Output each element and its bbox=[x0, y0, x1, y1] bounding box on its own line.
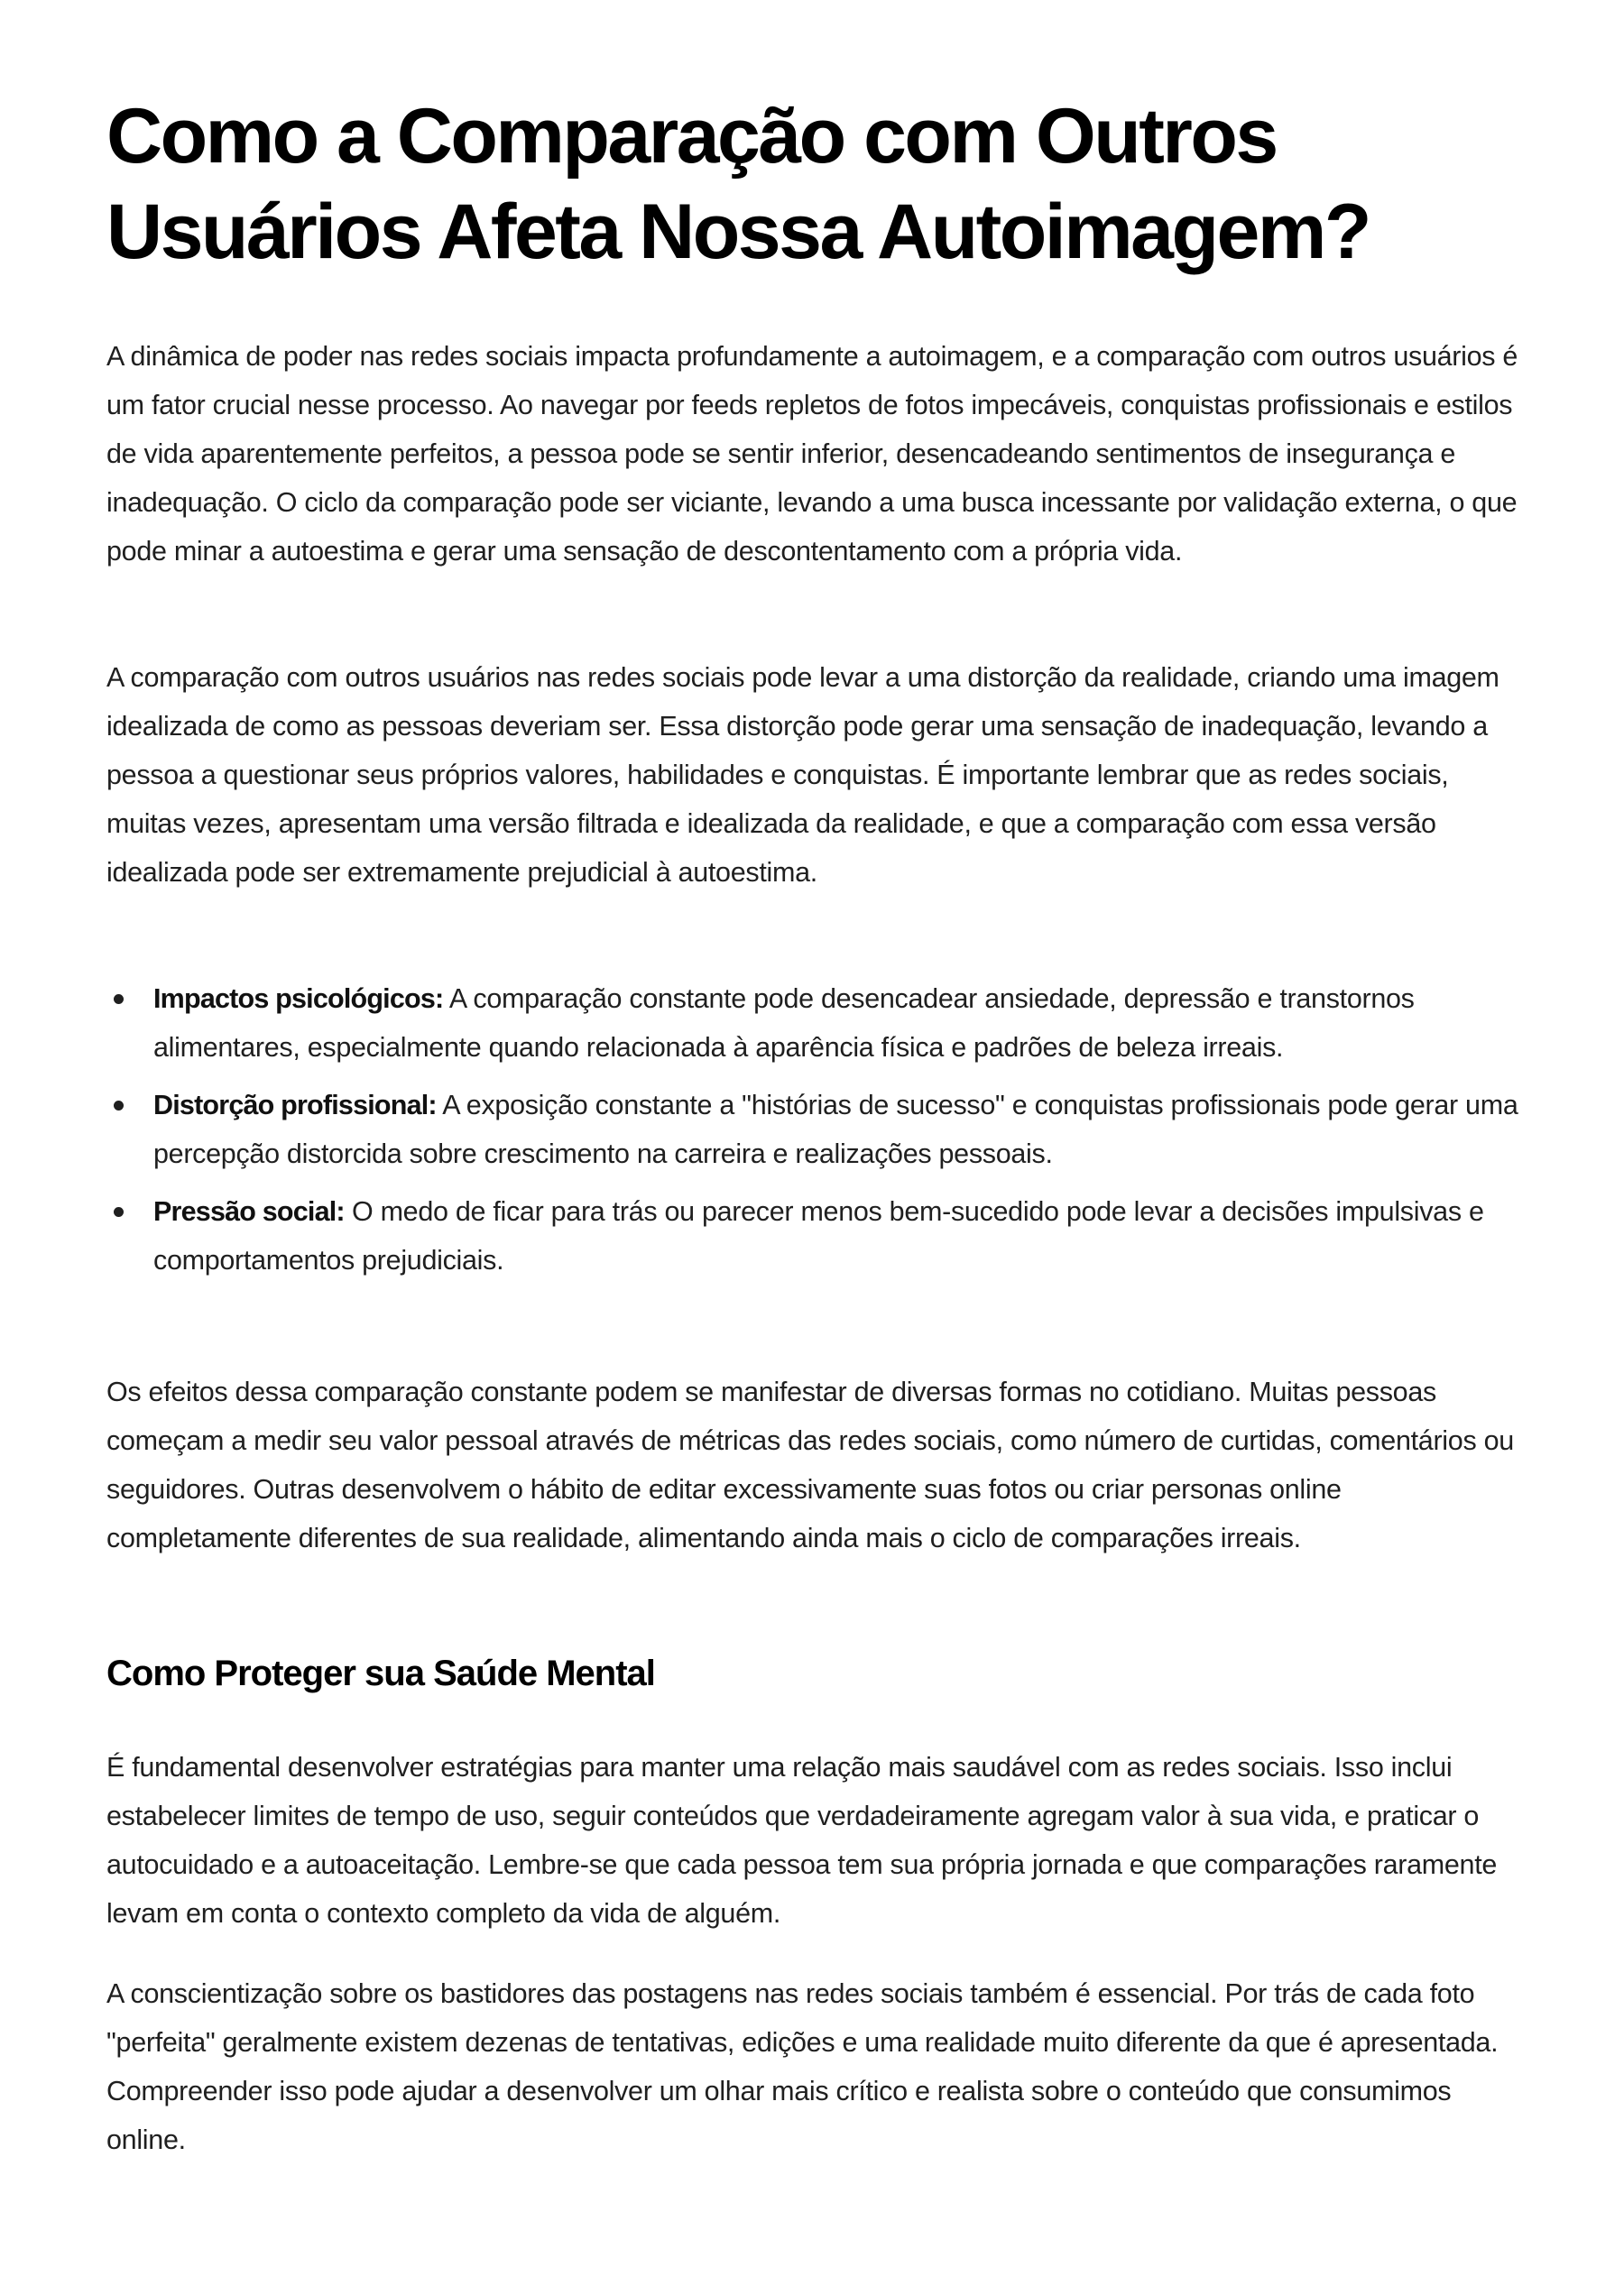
list-item-term: Distorção profissional: bbox=[153, 1090, 437, 1120]
section-heading: Como Proteger sua Saúde Mental bbox=[106, 1654, 655, 1693]
list-item bbox=[106, 1187, 1527, 1285]
page-title: Como a Comparação com Outros Usuários Afeta Nossa Autoimagem? bbox=[106, 93, 1370, 275]
list-item-text: A comparação constante pode desencadear ansiedade, depressão e transtornos alimentares, especialmente quando relacionada à aparência física e padrões de beleza irreais. bbox=[153, 983, 1415, 1063]
bullet-icon bbox=[114, 994, 124, 1004]
paragraph: Os efeitos dessa comparação constante podem se manifestar de diversas formas no cotidiano. Muitas pessoas começam a medir seu valor pessoal através de métricas das redes sociais, como número de curtidas, comentários ou seguidores. Outras desenvolvem o hábito de editar excessivamente suas fotos ou criar personas online completamente diferentes de sua realidade, alimentando ainda mais o ciclo de comparações irreais. bbox=[106, 1377, 1514, 1553]
bullet-icon bbox=[114, 1207, 124, 1217]
paragraph: A conscientização sobre os bastidores das postagens nas redes sociais também é essencial. Por trás de cada foto "perfeita" geralmente existem dezenas de tentativas, edições e uma realidade muito diferente da que é apresentada. Compreender isso pode ajudar a desenvolver um olhar mais crítico e realista sobre o conteúdo que consumimos online. bbox=[106, 1978, 1499, 2155]
list-item bbox=[106, 1081, 1527, 1178]
list-item bbox=[106, 974, 1527, 1072]
paragraph: A comparação com outros usuários nas redes sociais pode levar a uma distorção da realidade, criando uma imagem idealizada de como as pessoas deveriam ser. Essa distorção pode gerar uma sensação de inadequação, levando a pessoa a questionar seus próprios valores, habilidades e conquistas. É importante lembrar que as redes sociais, muitas vezes, apresentam uma versão filtrada e idealizada da realidade, e que a comparação com essa versão idealizada pode ser extremamente prejudicial à autoestima. bbox=[106, 662, 1499, 888]
bullet-list bbox=[106, 974, 1527, 1294]
list-item-text: O medo de ficar para trás ou parecer menos bem-sucedido pode levar a decisões impulsivas e comportamentos prejudiciais. bbox=[153, 1196, 1484, 1276]
list-item-term: Impactos psicológicos: bbox=[153, 983, 444, 1014]
bullet-icon bbox=[114, 1101, 124, 1111]
paragraph: A dinâmica de poder nas redes sociais impacta profundamente a autoimagem, e a comparação com outros usuários é um fator crucial nesse processo. Ao navegar por feeds repletos de fotos impecáveis, conquistas profissionais e estilos de vida aparentemente perfeitos, a pessoa pode se sentir inferior, desencadeando sentimentos de insegurança e inadequação. O ciclo da comparação pode ser viciante, levando a uma busca incessante por validação externa, o que pode minar a autoestima e gerar uma sensação de descontentamento com a própria vida. bbox=[106, 341, 1518, 567]
list-item-term: Pressão social: bbox=[153, 1196, 345, 1227]
paragraph: É fundamental desenvolver estratégias para manter uma relação mais saudável com as redes sociais. Isso inclui estabelecer limites de tempo de uso, seguir conteúdos que verdadeiramente agregam valor à sua vida, e praticar o autocuidado e a autoaceitação. Lembre-se que cada pessoa tem sua própria jornada e que comparações raramente levam em conta o contexto completo da vida de alguém. bbox=[106, 1752, 1498, 1929]
list-item-text: A exposição constante a "histórias de sucesso" e conquistas profissionais pode gerar uma percepção distorcida sobre crescimento na carreira e realizações pessoais. bbox=[153, 1090, 1518, 1169]
